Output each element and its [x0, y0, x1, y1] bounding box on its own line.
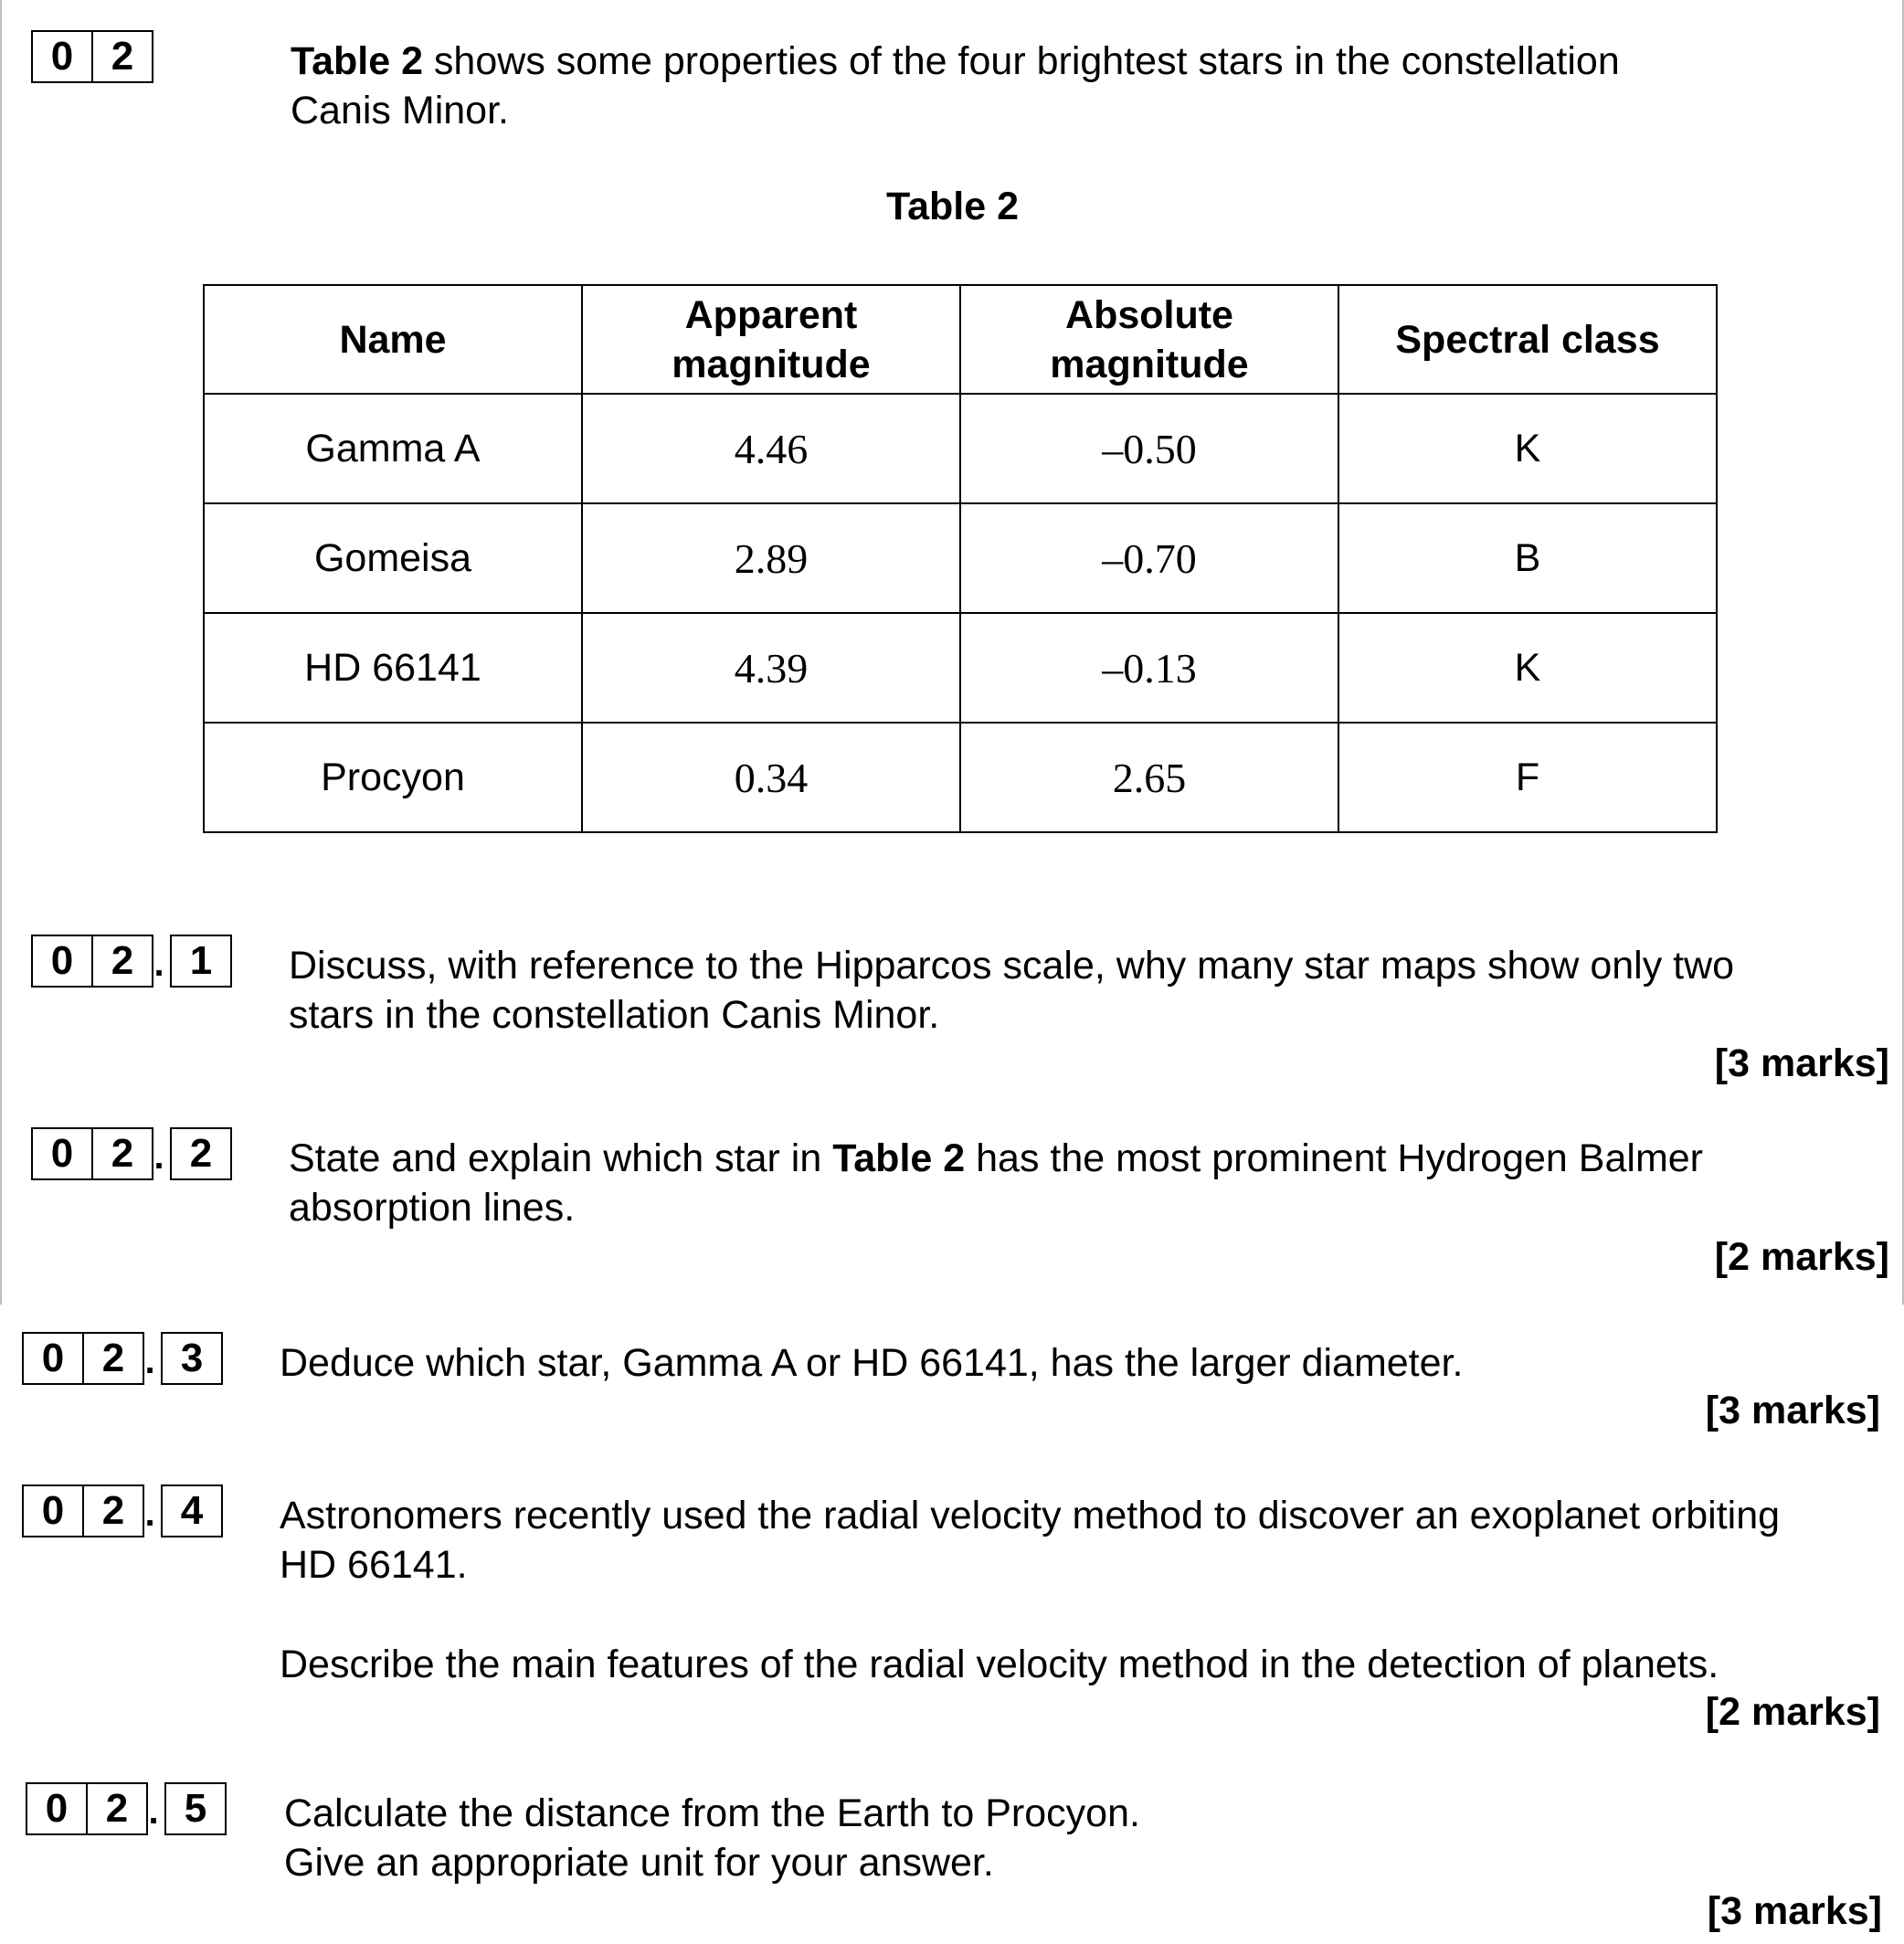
part-number-02-5 [26, 1781, 225, 1836]
cell-name: Gamma A [204, 394, 582, 503]
table-row [204, 613, 1717, 723]
part-number-02-1 [31, 934, 230, 988]
header-line: Name [339, 317, 447, 362]
cell-name: HD 66141 [204, 613, 582, 723]
question-number-digit: 2 [91, 30, 153, 83]
part-number-dot: . [144, 1341, 155, 1381]
page-edge-left [0, 0, 2, 1305]
part-number-digit: 1 [170, 935, 232, 988]
header-name [204, 285, 582, 394]
table-header-row [204, 285, 1717, 394]
cell-name: Procyon [204, 723, 582, 832]
cell-name: Gomeisa [204, 503, 582, 613]
part-text-line: Deduce which star, Gamma A or HD 66141, has the larger diameter. [280, 1341, 1464, 1385]
table-row [204, 723, 1717, 832]
part-02-5-text [284, 1789, 1140, 1887]
question-intro-line: Canis Minor. [291, 89, 509, 132]
part-text-line: Astronomers recently used the radial velocity method to discover an exoplanet orbiting [280, 1494, 1781, 1537]
marks-label: [2 marks] [1705, 1690, 1880, 1734]
part-text-line: Describe the main features of the radial velocity method in the detection of planets. [280, 1643, 1719, 1686]
table-row [204, 503, 1717, 613]
cell-apparent-magnitude: 0.34 [582, 723, 960, 832]
star-properties-table [203, 284, 1718, 833]
part-text-line: absorption lines. [289, 1186, 576, 1230]
part-number-digit: 4 [161, 1484, 223, 1537]
cell-spectral-class: B [1338, 503, 1717, 613]
header-line: magnitude [672, 342, 871, 386]
header-absolute-magnitude [960, 285, 1338, 394]
part-number-digit: 2 [91, 935, 153, 988]
table-reference: Table 2 [291, 39, 423, 83]
part-number-digit: 2 [86, 1782, 148, 1835]
part-02-4-text [280, 1491, 1780, 1590]
part-number-02-4 [22, 1484, 221, 1538]
part-02-2-text [289, 1134, 1703, 1232]
part-number-dot: . [153, 944, 164, 984]
cell-apparent-magnitude: 4.39 [582, 613, 960, 723]
marks-label: [3 marks] [1714, 1041, 1889, 1085]
part-number-dot: . [153, 1136, 164, 1177]
part-number-dot: . [148, 1791, 159, 1832]
cell-absolute-magnitude: 2.65 [960, 723, 1338, 832]
part-number-digit: 2 [91, 1127, 153, 1180]
header-apparent-magnitude [582, 285, 960, 394]
question-intro-line [291, 37, 1620, 86]
part-text-line: HD 66141. [280, 1543, 468, 1587]
part-02-3-text [280, 1338, 1463, 1388]
cell-absolute-magnitude: –0.13 [960, 613, 1338, 723]
part-number-digit: 3 [161, 1332, 223, 1385]
table-title: Table 2 [886, 185, 1019, 228]
header-line: magnitude [1050, 342, 1249, 386]
cell-spectral-class: K [1338, 394, 1717, 503]
header-line: Apparent [684, 292, 858, 337]
part-number-digit: 0 [22, 1332, 84, 1385]
question-intro [291, 37, 1620, 135]
part-number-02-3 [22, 1331, 221, 1386]
table-reference: Table 2 [832, 1136, 966, 1180]
part-number-02-2 [31, 1126, 230, 1181]
cell-absolute-magnitude: –0.50 [960, 394, 1338, 503]
part-number-digit: 2 [170, 1127, 232, 1180]
marks-label: [3 marks] [1707, 1889, 1882, 1933]
cell-apparent-magnitude: 4.46 [582, 394, 960, 503]
part-text: has the most prominent Hydrogen Balmer [965, 1136, 1703, 1180]
header-spectral-class [1338, 285, 1717, 394]
part-02-1-text [289, 941, 1734, 1040]
part-number-digit: 2 [82, 1484, 144, 1537]
part-number-dot: . [144, 1494, 155, 1534]
part-number-digit: 5 [164, 1782, 227, 1835]
question-number [31, 29, 152, 84]
part-text-line [289, 1134, 1703, 1183]
part-text-line: stars in the constellation Canis Minor. [289, 993, 940, 1037]
cell-apparent-magnitude: 2.89 [582, 503, 960, 613]
part-number-digit: 0 [22, 1484, 84, 1537]
part-number-digit: 0 [31, 1127, 93, 1180]
part-text: State and explain which star in [289, 1136, 833, 1180]
header-line: Absolute [1065, 292, 1233, 337]
part-text-line: Give an appropriate unit for your answer. [284, 1841, 994, 1885]
marks-label: [3 marks] [1705, 1389, 1880, 1432]
part-number-digit: 0 [26, 1782, 88, 1835]
question-number-digit: 0 [31, 30, 93, 83]
table-row [204, 394, 1717, 503]
cell-spectral-class: K [1338, 613, 1717, 723]
header-line: Spectral class [1395, 317, 1660, 362]
cell-absolute-magnitude: –0.70 [960, 503, 1338, 613]
marks-label: [2 marks] [1714, 1235, 1889, 1279]
part-text-line: Calculate the distance from the Earth to Procyon. [284, 1791, 1140, 1835]
part-number-digit: 0 [31, 935, 93, 988]
question-intro-text: shows some properties of the four brightest stars in the constellation [422, 39, 1620, 83]
part-02-4-instruction [280, 1640, 1719, 1689]
part-text-line: Discuss, with reference to the Hipparcos scale, why many star maps show only two [289, 944, 1735, 988]
part-number-digit: 2 [82, 1332, 144, 1385]
cell-spectral-class: F [1338, 723, 1717, 832]
